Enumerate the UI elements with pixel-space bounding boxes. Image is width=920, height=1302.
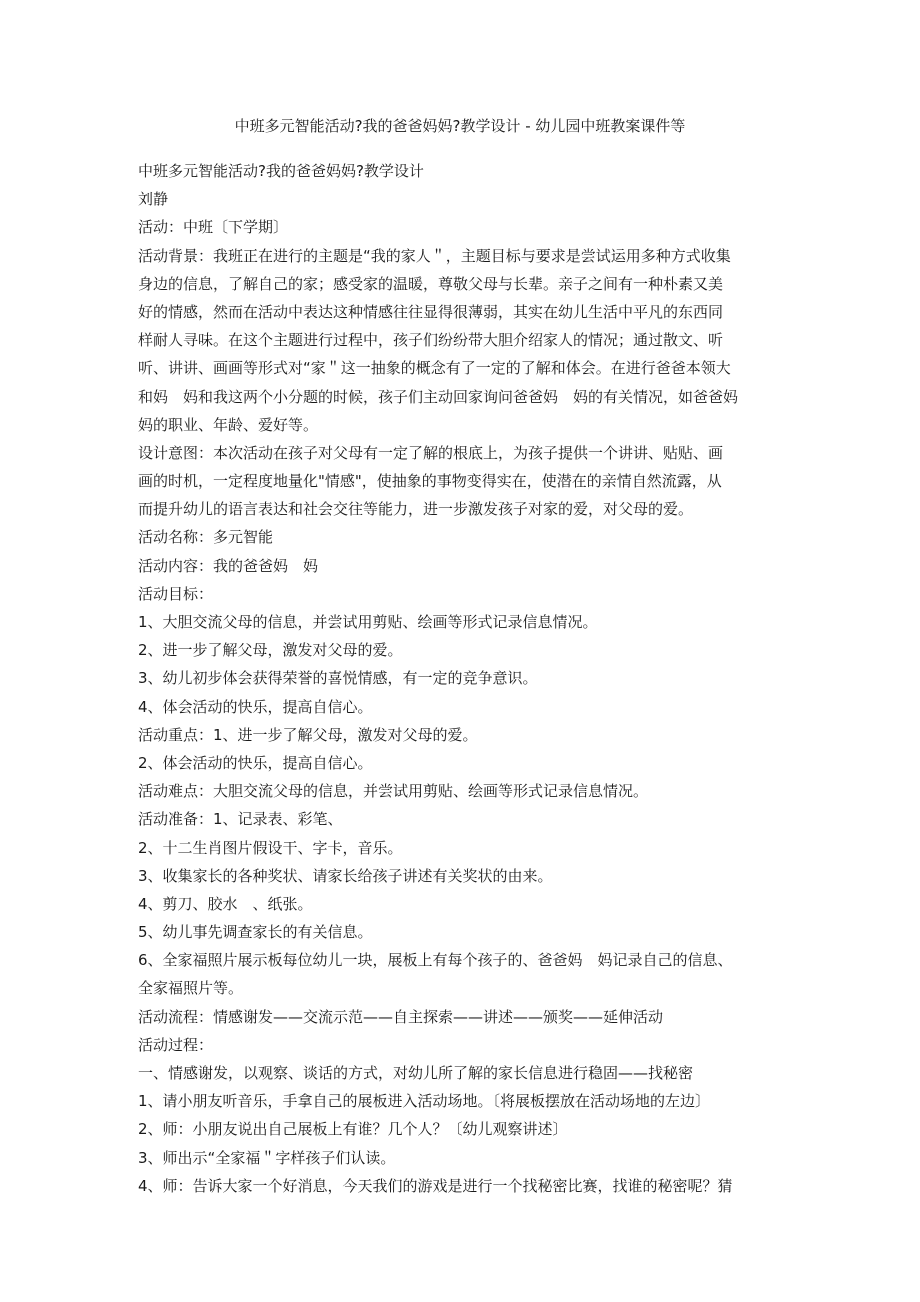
text-line: 样耐人寻味。在这个主题进行过程中，孩子们纷纷带大胆介绍家人的情况；通过散文、听: [138, 331, 724, 350]
text-line: 活动准备：1、记录表、彩笔、: [138, 810, 343, 829]
list-item: 5、幼儿事先调查家长的有关信息。: [138, 923, 373, 942]
text-line: 而提升幼儿的语言表达和社会交往等能力，进一步激发孩子对家的爱，对父母的爱。: [138, 500, 694, 519]
text-line: 活动难点：大胆交流父母的信息，并尝试用剪贴、绘画等形式记录信息情况。: [138, 782, 649, 801]
text-line: 设计意图：本次活动在孩子对父母有一定了解的根底上，为孩子提供一个讲讲、贴贴、画: [138, 443, 724, 462]
list-item: 3、师出示“全家福＂字样孩子们认读。: [138, 1148, 396, 1167]
text-line: 活动重点：1、进一步了解父母，激发对父母的爱。: [138, 725, 478, 744]
list-item: 2、进一步了解父母，激发对父母的爱。: [138, 641, 403, 660]
text-line: 妈的职业、年龄、爱好等。: [138, 415, 319, 434]
list-item: 2、体会活动的快乐，提高自信心。: [138, 753, 373, 772]
author: 刘静: [138, 190, 169, 209]
header-title: 中班多元智能活动?我的爸爸妈妈?教学设计 - 幼儿园中班教案课件等: [234, 117, 686, 135]
text-line: 活动名称：多元智能: [138, 528, 274, 547]
list-item: 1、请小朋友听音乐，手拿自己的展板进入活动场地。〔将展板摆放在活动场地的左边〕: [138, 1092, 711, 1111]
text-line: 听、讲讲、画画等形式对“家＂这一抽象的概念有了一定的了解和体会。在进行爸爸本领大: [138, 359, 731, 378]
list-item: 4、师：告诉大家一个好消息，今天我们的游戏是进行一个找秘密比赛，找谁的秘密呢？猜: [138, 1176, 733, 1195]
list-item: 2、师：小朋友说出自己展板上有谁？几个人？〔幼儿观察讲述〕: [138, 1120, 568, 1139]
text-line: 活动：中班〔下学期〕: [138, 218, 289, 237]
list-item: 3、幼儿初步体会获得荣誉的喜悦情感，有一定的竞争意识。: [138, 669, 538, 688]
list-item: 6、全家福照片展示板每位幼儿一块，展板上有每个孩子的、爸爸妈 妈记录自己的信息、: [138, 951, 733, 970]
text-line: 活动流程：情感谢发——交流示范——自主探索——讲述——颁奖——延伸活动: [138, 1007, 664, 1026]
list-item: 3、收集家长的各种奖状、请家长给孩子讲述有关奖状的由来。: [138, 866, 553, 885]
list-item: 4、体会活动的快乐，提高自信心。: [138, 697, 373, 716]
list-item: 1、大胆交流父母的信息，并尝试用剪贴、绘画等形式记录信息情况。: [138, 613, 598, 631]
text-line: 活动过程：: [138, 1035, 214, 1054]
section-heading: 一、情感谢发，以观察、谈话的方式，对幼儿所了解的家长信息进行稳固——找秘密: [138, 1064, 694, 1082]
text-line: 活动内容：我的爸爸妈 妈: [138, 556, 319, 575]
list-item: 2、十二生肖图片假设干、字卡，音乐。: [138, 838, 403, 857]
text-line: 和妈 妈和我这两个小分题的时候，孩子们主动回家询问爸爸妈 妈的有关情况，如爸爸妈: [138, 387, 739, 406]
list-item: 4、剪刀、胶水 、纸张。: [138, 894, 313, 913]
doc-title: 中班多元智能活动?我的爸爸妈妈?教学设计: [138, 162, 424, 180]
text-line: 画的时机，一定程度地量化"情感"，使抽象的事物变得实在，使潜在的亲情自然流露，从: [138, 472, 722, 491]
text-line: 全家福照片等。: [138, 979, 244, 998]
text-line: 活动背景：我班正在进行的主题是“我的家人＂，主题目标与要求是尝试运用多种方式收集: [138, 246, 731, 265]
text-line: 好的情感，然而在活动中表达这种情感往往显得很薄弱，其实在幼儿生活中平凡的东西同: [138, 302, 724, 321]
text-line: 身边的信息，了解自己的家；感受家的温暖，尊敬父母与长辈。亲子之间有一种朴素又美: [138, 274, 724, 293]
document-body: [138, 157, 786, 1200]
text-line: 活动目标：: [138, 584, 214, 603]
